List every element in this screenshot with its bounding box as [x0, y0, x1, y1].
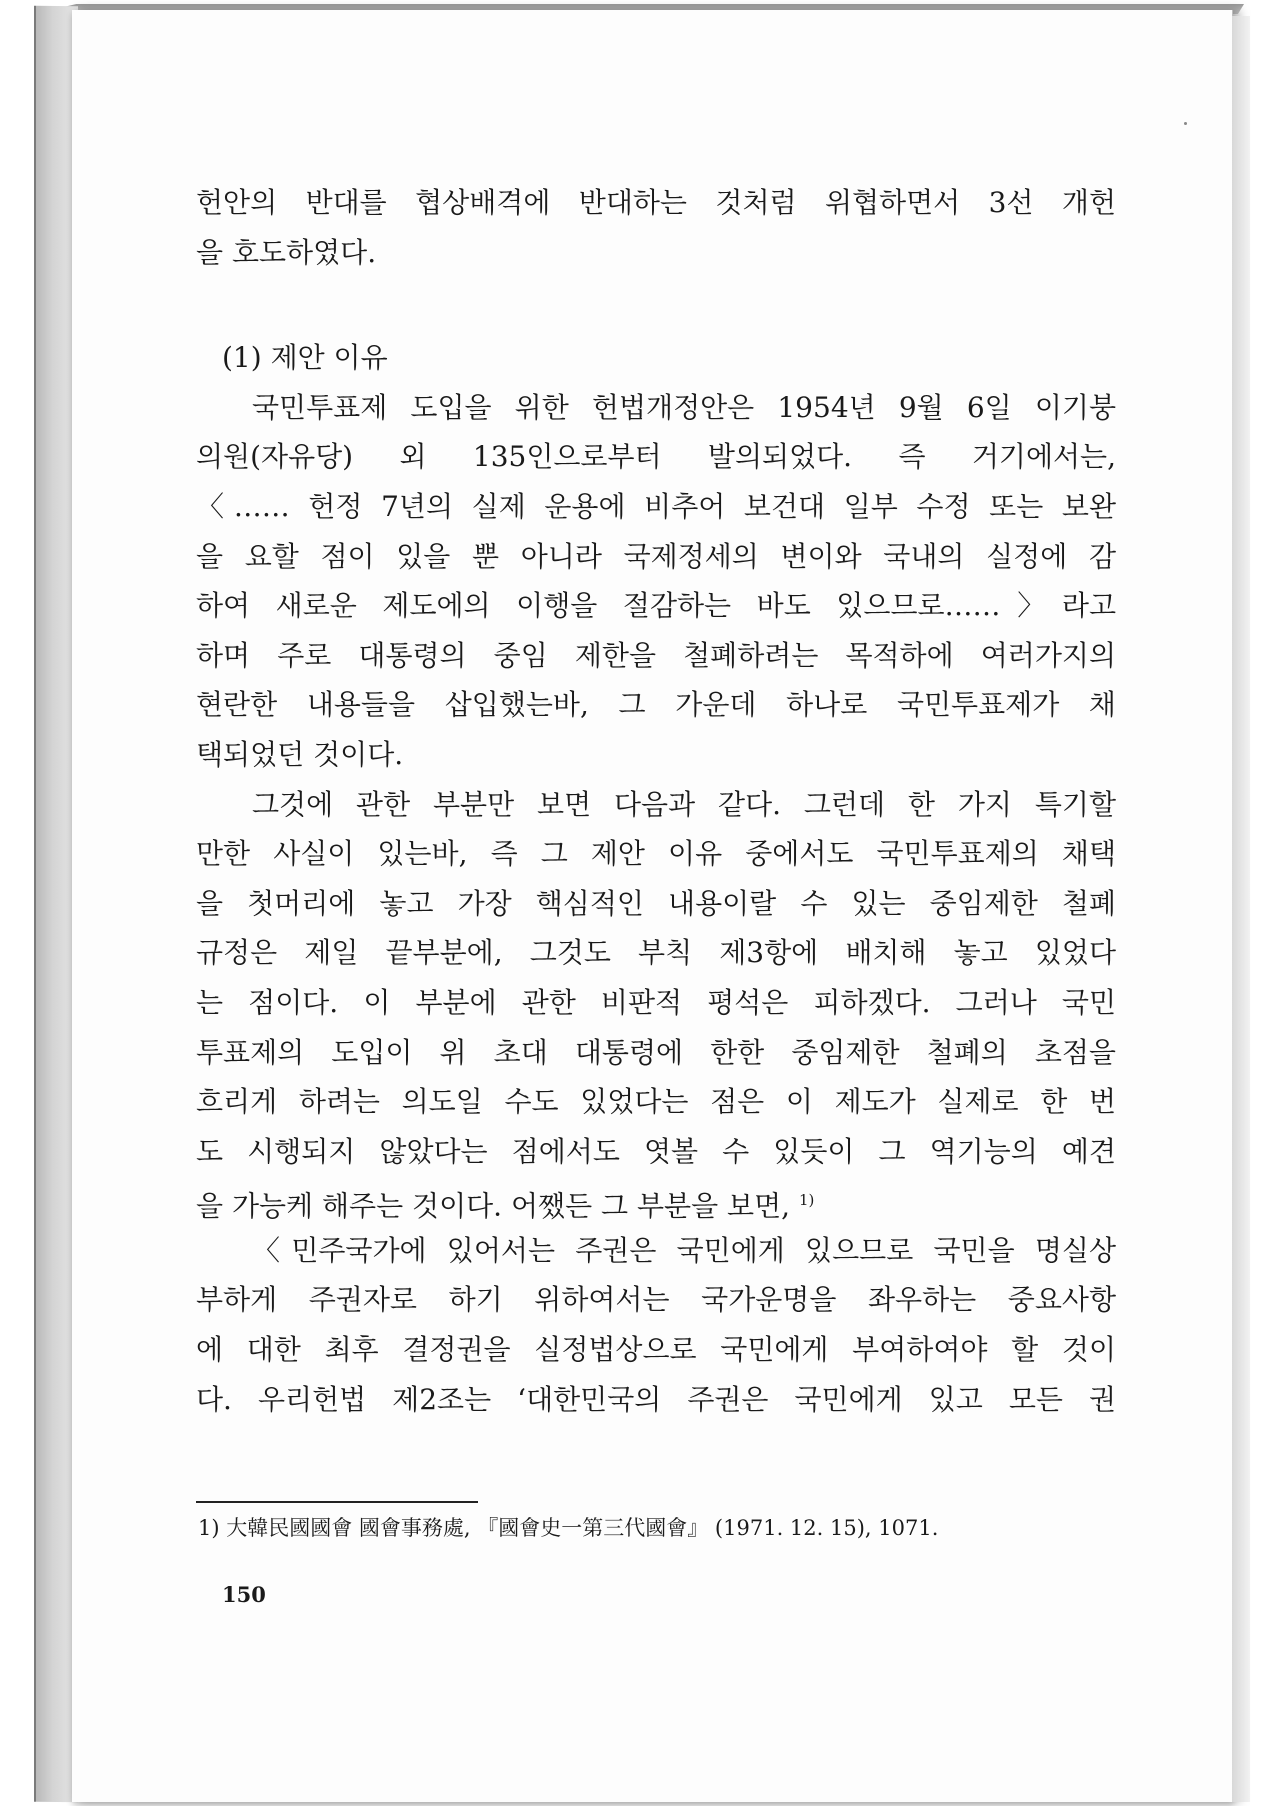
text-line: 을 첫머리에 놓고 가장 핵심적인 내용이랄 수 있는 중임제한 철폐 — [196, 886, 1116, 920]
paragraph-proposal — [196, 383, 1116, 780]
text-line-content: 을 가능케 해주는 것이다. 어쨌든 그 부분을 보면, — [196, 1189, 791, 1223]
text-line: 다. 우리헌법 제2조는 ‘대한민국의 주권은 국민에게 있고 모든 권 — [196, 1382, 1116, 1416]
paragraph-analysis — [196, 780, 1116, 1226]
text-line: 흐리게 하려는 의도일 수도 있었다는 점은 이 제도가 실제로 한 번 — [196, 1085, 1116, 1119]
page-edge — [1232, 16, 1250, 1802]
text-line: 그것에 관한 부분만 보면 다음과 같다. 그런데 한 가지 특기할 — [252, 787, 1116, 821]
text-line: 의원(자유당) 외 135인으로부터 발의되었다. 즉 거기에서는, — [196, 440, 1116, 474]
text-line: 〈…… 헌정 7년의 실제 운용에 비추어 보건대 일부 수정 또는 보완 — [196, 489, 1116, 523]
text-line: 현란한 내용들을 삽입했는바, 그 가운데 하나로 국민투표제가 채 — [196, 688, 1116, 722]
text-line: 도 시행되지 않았다는 점에서도 엿볼 수 있듯이 그 역기능의 예견 — [196, 1134, 1116, 1168]
text-line: 을 요할 점이 있을 뿐 아니라 국제정세의 변이와 국내의 실정에 감 — [196, 539, 1116, 573]
text-line: 헌안의 반대를 협상배격에 반대하는 것처럼 위협하면서 3선 개헌 — [196, 186, 1116, 219]
paragraph-quote — [196, 1226, 1116, 1424]
section-heading: (1) 제안 이유 — [222, 341, 388, 375]
text-line: 만한 사실이 있는바, 즉 그 제안 이유 중에서도 국민투표제의 채택 — [196, 837, 1116, 871]
text-line — [196, 1176, 1116, 1226]
text-line: 는 점이다. 이 부분에 관한 비판적 평석은 피하겠다. 그러나 국민 — [196, 985, 1116, 1019]
text-line: 하며 주로 대통령의 중임 제한을 철폐하려는 목적하에 여러가지의 — [196, 638, 1116, 672]
scan-speck — [1184, 122, 1187, 125]
paragraph-continued — [196, 178, 1116, 277]
text-line: 하여 새로운 제도에의 이행을 절감하는 바도 있으므로……〉라고 — [196, 589, 1116, 623]
body-text — [196, 178, 1116, 1424]
text-line: 부하게 주권자로 하기 위하여서는 국가운명을 좌우하는 중요사항 — [196, 1283, 1116, 1317]
text-line: 을 호도하였다. — [196, 235, 377, 269]
page-number: 150 — [222, 1582, 266, 1607]
text-line: 〈민주국가에 있어서는 주권은 국민에게 있으므로 국민을 명실상 — [252, 1233, 1116, 1267]
text-line: 에 대한 최후 결정권을 실정법상으로 국민에게 부여하여야 할 것이 — [196, 1333, 1116, 1367]
text-line: 투표제의 도입이 위 초대 대통령에 한한 중임제한 철폐의 초점을 — [196, 1035, 1116, 1069]
footnote: 1) 大韓民國國會 國會事務處, 『國會史一第三代國會』 (1971. 12. 15), 1071. — [198, 1516, 939, 1540]
text-line: 규정은 제일 끝부분에, 그것도 부칙 제3항에 배치해 놓고 있었다 — [196, 936, 1116, 970]
text-line: 택되었던 것이다. — [196, 737, 404, 771]
footnote-divider — [196, 1501, 478, 1503]
footnote-reference: 1) — [798, 1191, 815, 1210]
text-line: 국민투표제 도입을 위한 헌법개정안은 1954년 9월 6일 이기붕 — [252, 390, 1116, 424]
